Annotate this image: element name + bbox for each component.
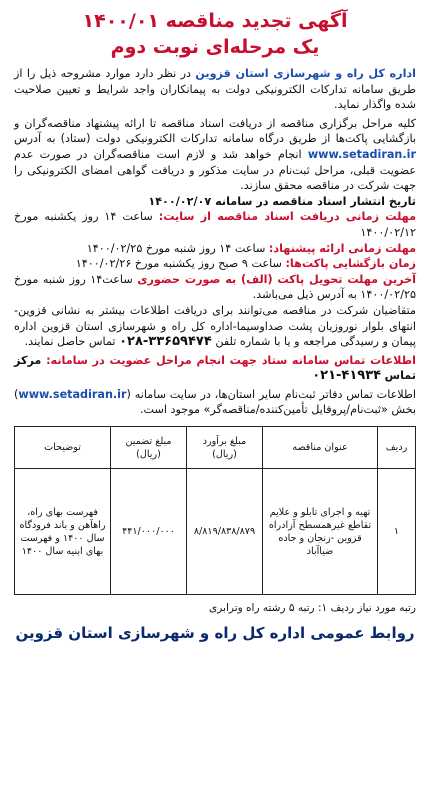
header-estimate: مبلغ برآورد (ریال) xyxy=(187,427,263,469)
cell-title: تهیه و اجرای تابلو و علایم تقاطع غیرهمسطح آزادراه قزوین -زنجان و جاده ضیاآباد xyxy=(263,469,378,595)
ad-title: آگهی تجدید مناقصه ۱۴۰۰/۰۱ xyxy=(82,10,348,32)
organization-name: اداره کل راه و شهرسازی استان قزوین xyxy=(195,67,416,80)
offer-deadline-value: ساعت ۱۴ روز شنبه مورخ ۱۴۰۰/۰۲/۲۵ xyxy=(86,241,269,255)
opening-label: زمان بازگشایی پاکت‌ها: xyxy=(285,257,416,271)
intro-paragraph xyxy=(14,66,416,113)
footer-signature: روابط عمومی اداره کل راه و شهرسازی استان قزوین xyxy=(15,624,415,643)
setad-phone: ۰۲۱-۴۱۹۳۴ xyxy=(312,368,382,384)
process-text-after: انجام خواهد شد و لازم است مناقصه‌گران در صورت عدم عضویت قبلی، مراحل ثبت‌نام در سایت مذکور و دریافت گواهی امضای الکترونیکی را جهت شرکت در مناقصه محقق سازند. xyxy=(14,147,416,193)
table-header-row xyxy=(15,427,416,469)
process-paragraph xyxy=(14,116,416,194)
setad-info-value: مرکز تماس xyxy=(14,353,416,383)
publish-date xyxy=(14,194,416,210)
offices-link[interactable]: www.setadiran.ir xyxy=(18,387,127,401)
required-grade: رتبه مورد نیاز ردیف ۱: رتبه ۵ رشته راه وترابری xyxy=(209,602,416,615)
contact-text: متقاضیان شرکت در مناقصه می‌توانند برای دریافت اطلاعات بیشتر به نشانی قزوین-انتهای بلوار نوروزیان پشت صداوسیما-اداره کل راه و شهرسازی استان قزوین اداره پیمان و رسیدگی مراجعه و یا با شماره تلفن xyxy=(14,303,416,349)
setad-info-label: اطلاعات تماس سامانه ستاد جهت انجام مراحل عضویت در سامانه: xyxy=(46,353,416,367)
publish-value: ۱۴۰۰/۰۲/۰۷ xyxy=(148,194,216,208)
doc-deadline xyxy=(14,209,416,240)
cell-guarantee: ۴۴۱/۰۰۰/۰۰۰ xyxy=(111,469,187,595)
envelope-label: آخرین مهلت تحویل پاکت (الف) به صورت حضوری xyxy=(137,272,417,286)
offer-deadline xyxy=(14,241,416,257)
header-notes: توضیحات xyxy=(15,427,111,469)
header-row-number: ردیف xyxy=(378,427,416,469)
doc-deadline-label: مهلت زمانی دریافت اسناد مناقصه از سایت: xyxy=(158,210,416,224)
header-title: عنوان مناقصه xyxy=(263,427,378,469)
ad-subtitle: یک مرحله‌ای نوبت دوم xyxy=(110,36,320,58)
contact-phone: ۰۲۸-۳۳۶۵۹۴۷۴ xyxy=(119,334,212,350)
table-row xyxy=(15,469,416,595)
opening-value: ساعت ۹ صبح روز یکشنبه مورخ ۱۴۰۰/۰۲/۲۶ xyxy=(75,257,286,271)
contact-paragraph xyxy=(14,303,416,350)
setad-info xyxy=(14,353,416,384)
cell-row-number: ۱ xyxy=(378,469,416,595)
header-guarantee: مبلغ تضمین (ریال) xyxy=(111,427,187,469)
tender-table xyxy=(14,426,416,595)
envelope-value: ساعت۱۴ روز شنبه مورخ ۱۴۰۰/۰۲/۲۵ به آدرس ذیل می‌باشد. xyxy=(14,272,416,302)
setad-link[interactable]: www.setadiran.ir xyxy=(307,147,416,161)
contact-text-after: تماس حاصل نمایند. xyxy=(24,335,120,349)
cell-notes: فهرست بهای راه، راهآهن و باند فرودگاه سال ۱۴۰۰ و فهرست بهای ابنیه سال ۱۴۰۰ xyxy=(15,469,111,595)
offices-paragraph xyxy=(14,387,416,418)
publish-label: تاریخ انتشار اسناد مناقصه در سامانه xyxy=(215,194,416,208)
offer-deadline-label: مهلت زمانی ارائه پیشنهاد: xyxy=(268,241,416,255)
offices-text-after: ) بخش «ثبت‌نام/پروفایل تأمین‌کننده/مناقصه‌گر» موجود است. xyxy=(14,387,416,417)
doc-deadline-value: ساعت ۱۴ روز یکشنبه مورخ ۱۴۰۰/۰۲/۱۲ xyxy=(14,210,416,239)
cell-estimate: ۸/۸۱۹/۸۳۸/۸۷۹ xyxy=(187,469,263,595)
envelope-deadline xyxy=(14,272,416,303)
intro-text: در نظر دارد موارد مشروحه ذیل را از طریق سامانه تدارکات الکترونیکی دولت به پیمانکاران واجد شرایط و تعیین صلاحیت شده واگذار نماید. xyxy=(14,67,416,112)
opening-time xyxy=(14,256,416,272)
offices-text: اطلاعات تماس دفاتر ثبت‌نام سایر استان‌ها، در سایت سامانه ( xyxy=(126,387,416,401)
process-text: کلیه مراحل برگزاری مناقصه از دریافت اسناد مناقصه تا ارائه پیشنهاد مناقصه‌گران و بازگشایی پاکت‌ها از طریق درگاه سامانه تدارکات الکترونیکی دولت (ستاد) به آدرس xyxy=(14,116,416,146)
